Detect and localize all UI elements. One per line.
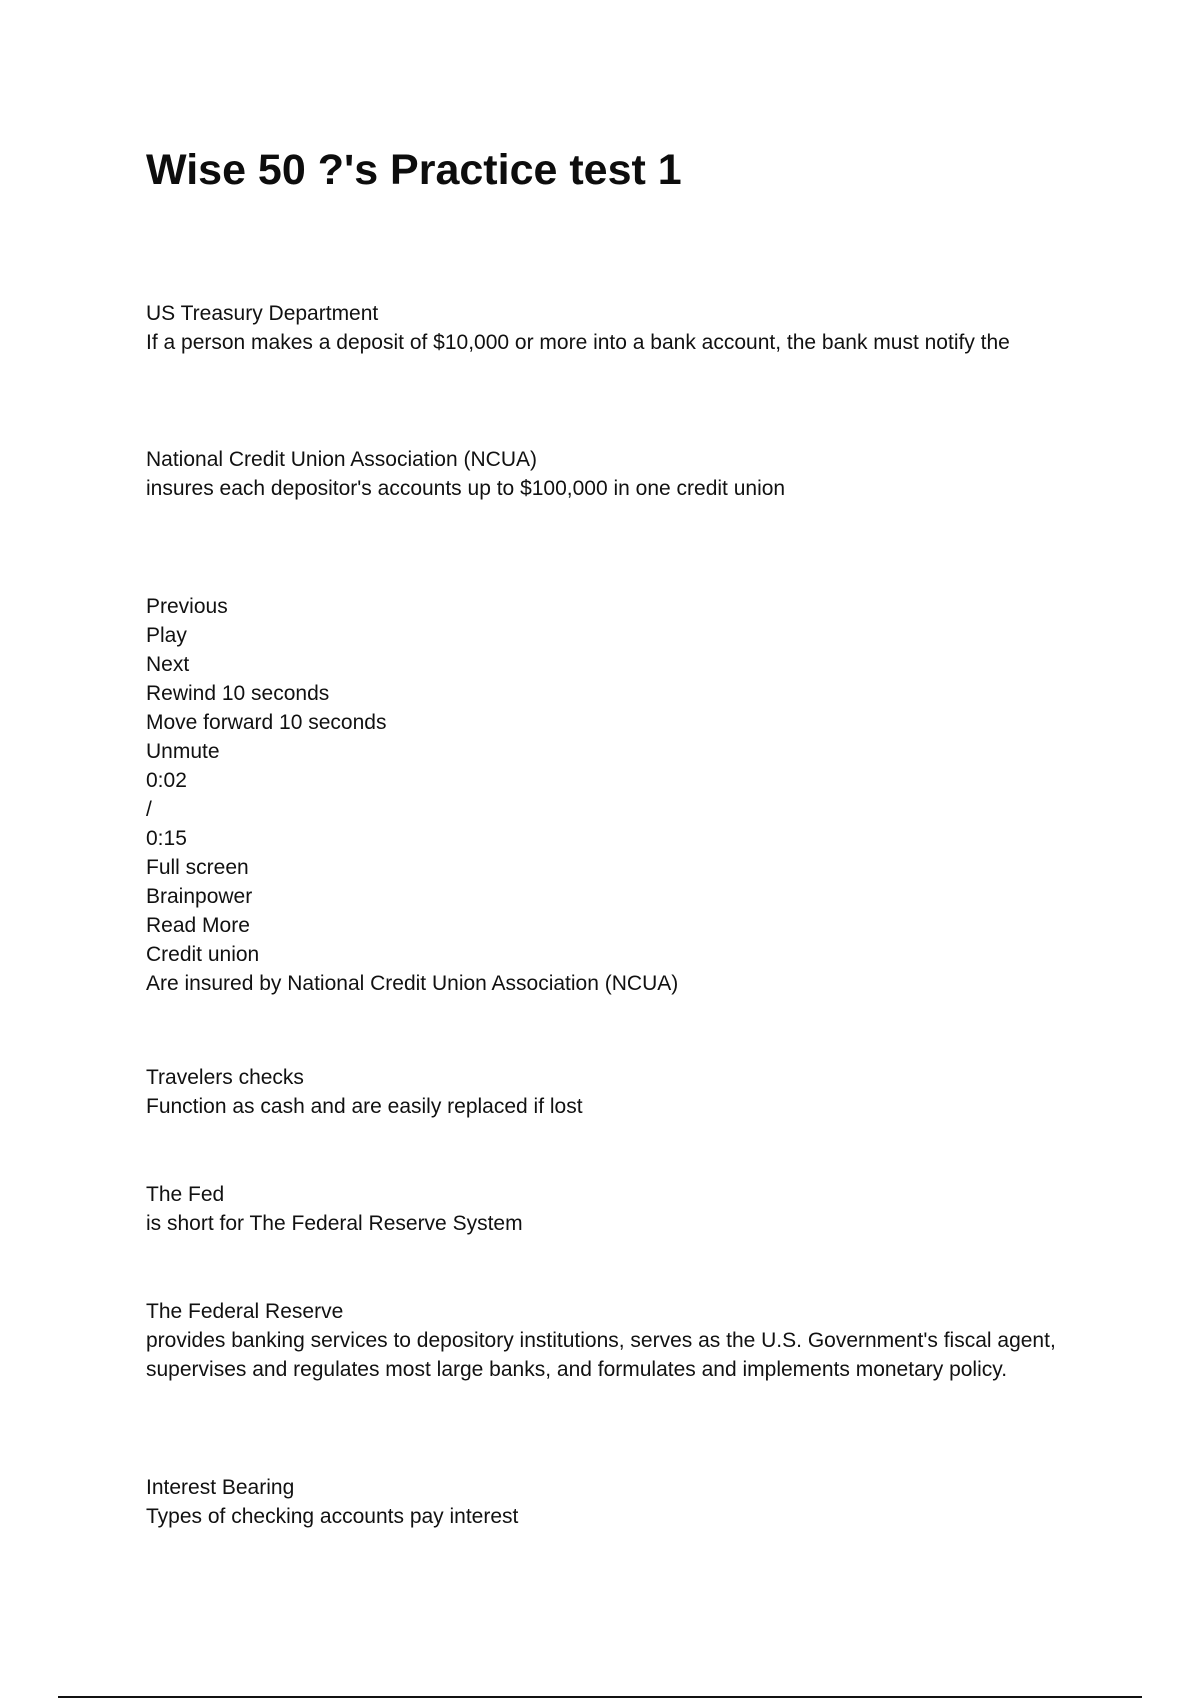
card-definition: If a person makes a deposit of $10,000 or more into a bank account, the bank must notify the [146, 331, 1010, 354]
media-player-text [146, 592, 1076, 998]
duration: 0:15 [146, 827, 187, 850]
rewind-button[interactable]: Rewind 10 seconds [146, 682, 330, 705]
fullscreen-button[interactable]: Full screen [146, 856, 249, 879]
read-more-link[interactable]: Read More [146, 914, 250, 937]
card-definition: Function as cash and are easily replaced if lost [146, 1095, 583, 1118]
flashcard [146, 445, 1076, 503]
flashcard [146, 299, 1076, 357]
flashcard [146, 1297, 1076, 1384]
brand-label: Brainpower [146, 885, 253, 908]
next-button[interactable]: Next [146, 653, 190, 676]
time-separator: / [146, 798, 152, 821]
card-definition: is short for The Federal Reserve System [146, 1212, 523, 1235]
card-definition: Types of checking accounts pay interest [146, 1505, 519, 1528]
unmute-button[interactable]: Unmute [146, 740, 220, 763]
card-term: US Treasury Department [146, 302, 379, 325]
forward-button[interactable]: Move forward 10 seconds [146, 711, 387, 734]
page-title: Wise 50 ?'s Practice test 1 [146, 146, 682, 194]
card-term: Interest Bearing [146, 1476, 295, 1499]
flashcard [146, 1180, 1076, 1238]
card-term: Travelers checks [146, 1066, 304, 1089]
flashcard [146, 1063, 1076, 1121]
previous-button[interactable]: Previous [146, 595, 228, 618]
card-term: National Credit Union Association (NCUA) [146, 448, 537, 471]
current-time: 0:02 [146, 769, 187, 792]
card-term: Credit union [146, 943, 260, 966]
card-term: The Federal Reserve [146, 1300, 344, 1323]
card-definition: provides banking services to depository institutions, serves as the U.S. Government's fiscal agent, supervises and regulates most large banks, and formulates and implements monetary policy. [146, 1329, 1056, 1381]
play-button[interactable]: Play [146, 624, 187, 647]
footer-divider [58, 1696, 1142, 1698]
card-definition: Are insured by National Credit Union Association (NCUA) [146, 972, 679, 995]
card-term: The Fed [146, 1183, 225, 1206]
card-definition: insures each depositor's accounts up to $100,000 in one credit union [146, 477, 786, 500]
flashcard [146, 1473, 1076, 1531]
